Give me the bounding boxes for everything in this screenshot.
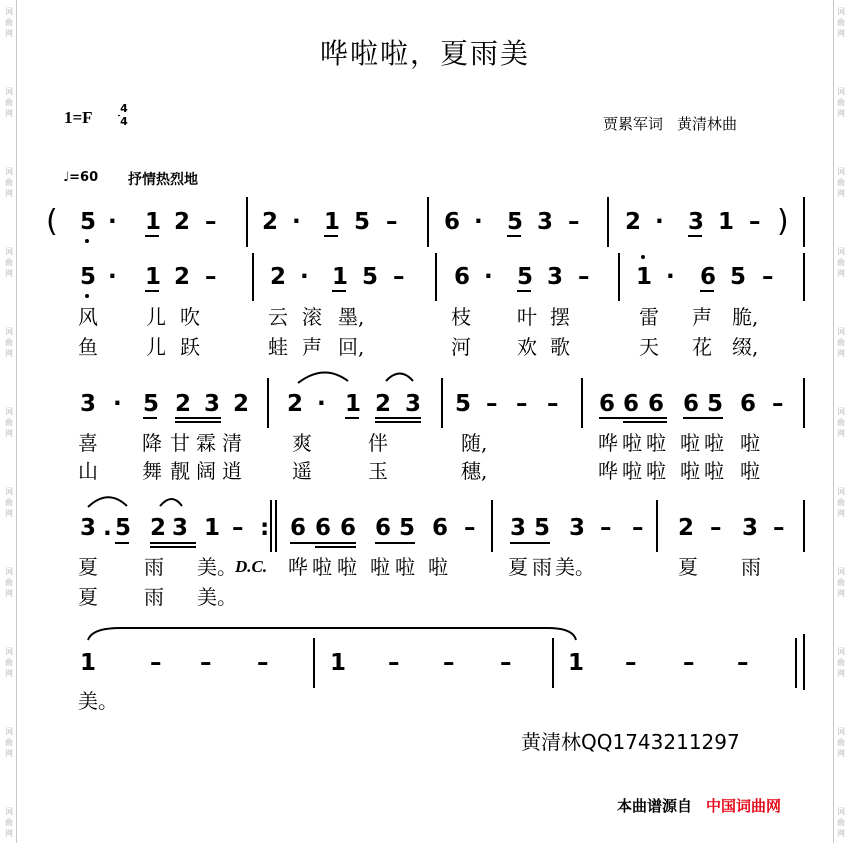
lyric-row2-v1-syllable: 枝 [451,305,471,329]
underline [115,542,129,544]
bridge-note: 3 [172,515,189,541]
slur-row4-a [88,497,127,507]
underline [683,417,723,419]
barline [803,253,805,301]
watermark-mark: 词 曲 网 [5,567,13,598]
lyric-row4-v2-syllable: 雨 [144,585,164,609]
watermark-mark: 词 曲 网 [5,727,13,758]
lyric-row2-v2-syllable: 蛙 [268,335,288,359]
lyric-row4-v2-syllable: 美。 [197,585,237,609]
barline [795,638,797,688]
chorus-note: 3 [204,391,221,417]
barline [267,378,269,428]
watermark-mark: 词 曲 网 [837,247,845,278]
lyric-row4-v1-syllable: 雨 [144,555,164,579]
underline [375,421,421,423]
octave-dot [85,239,89,243]
lyric-row2-v1-syllable: 雷 [639,305,659,329]
coda-note: – [443,650,455,676]
tempo-mark: ♩=60 [63,170,99,185]
expression-mark: 抒情热烈地 [128,172,198,188]
intro-note: · [292,209,301,235]
footer-source [617,795,781,816]
coda-note: – [737,650,749,676]
underline [290,542,356,544]
lyric-row3-v1-syllable: 爽 [292,431,312,455]
barline [270,500,272,552]
barline [656,500,658,552]
lyric-row4-v1-syllable: 雨 [741,555,761,579]
verse-note: 1 [332,264,349,290]
coda-note: – [388,650,400,676]
bridge-note: 6 [375,515,392,541]
lyric-row2-v2-syllable: 天 [639,335,659,359]
lyric-row3-v1-syllable: 啦 [740,431,760,455]
watermark-mark: 词 曲 网 [837,567,845,598]
intro-note: 5 [507,209,524,235]
lyric-row2-v1-syllable: 摆 [550,305,570,329]
lyric-row3-v2-syllable: 舞 [142,459,162,483]
slur-row3-a [298,372,348,383]
octave-dot [641,255,645,259]
intro-note: 3 [537,209,554,235]
lyric-row3-v1-syllable: 清 [222,431,242,455]
watermark-mark: 词 曲 网 [5,807,13,838]
bridge-note: 3 [80,515,97,541]
underline [332,290,346,292]
lyric-row3-v1-syllable: 喜 [78,431,98,455]
lyric-row2-v2-syllable: 欢 [517,335,537,359]
underline [324,235,338,237]
lyric-row2-v1-syllable: 儿 [146,305,166,329]
chorus-note: – [547,391,559,417]
barline [441,378,443,428]
intro-note: · [108,209,117,235]
intro-note: 6 [444,209,461,235]
coda-note: – [500,650,512,676]
lyric-row4-v2-syllable: 夏 [78,585,98,609]
brand-name: 中国词曲网 [706,797,782,815]
lyric-row4-v1-syllable: 夏 [78,555,98,579]
intro-note: 5 [354,209,371,235]
bridge-note: 5 [399,515,416,541]
chorus-note: 3 [80,391,97,417]
verse-note: 6 [700,264,717,290]
meter-line [118,115,120,116]
bridge-note: – [773,515,785,541]
time-signature [118,102,130,128]
underline [143,417,157,419]
watermark-mark: 词 曲 网 [837,807,845,838]
coda-note: – [257,650,269,676]
lyric-row4-v1-syllable: 雨 [532,555,552,579]
lyric-row3-v2-syllable: 阔 [196,459,216,483]
underline [345,417,359,419]
underline [517,290,531,292]
chorus-note: 6 [740,391,757,417]
lyric-row3-v1-syllable: 随, [461,431,488,455]
credits [603,113,751,134]
watermark-mark: 词 曲 网 [5,407,13,438]
coda-note: – [150,650,162,676]
intro-note: · [474,209,483,235]
barline [313,638,315,688]
bridge-note: 1 [204,515,221,541]
lyric-row4-v1-syllable: 夏 [678,555,698,579]
lyric-row4-v1-syllable: 啦 [370,555,390,579]
meter-bottom: 4 [120,115,128,128]
intro-note: – [568,209,580,235]
lyric-row3-v1-syllable: 降 [142,431,162,455]
barline [552,638,554,688]
coda-note: – [683,650,695,676]
dc-mark: D.C. [235,557,268,576]
song-title: 哗啦啦，夏雨美 [319,37,530,70]
lyric-row3-v1-syllable: 啦 [680,431,700,455]
coda-note: 1 [568,650,585,676]
barline [275,500,277,552]
underline [150,546,196,548]
lyric-row3-v2-syllable: 啦 [704,459,724,483]
key-signature: 1=F [64,108,93,127]
bridge-note: – [632,515,644,541]
underline [175,421,221,423]
author-contact: 黄清林QQ1743211297 [521,730,740,754]
bridge-note: 5 [115,515,132,541]
verse-note: 6 [454,264,471,290]
slur-row4-b [160,499,182,506]
watermark-mark: 词 曲 网 [837,167,845,198]
chorus-note: 5 [455,391,472,417]
lyric-row2-v1-syllable: 风 [78,305,98,329]
barline [246,197,248,247]
intro-note: 1 [145,209,162,235]
source-label: 本曲谱源自 [617,797,693,815]
chorus-note: 1 [345,391,362,417]
watermark-mark: 词 曲 网 [837,727,845,758]
bridge-note: 5 [534,515,551,541]
barline [435,253,437,301]
lyric-row3-v2-syllable: 哗 [598,459,618,483]
verse-note: · [666,264,675,290]
verse-note: · [300,264,309,290]
lyric-row2-v2-syllable: 儿 [146,335,166,359]
underline [175,417,221,419]
coda-note: 1 [80,650,97,676]
coda-note: 1 [330,650,347,676]
lyric-row2-v2-syllable: 鱼 [78,335,98,359]
barline [427,197,429,247]
intro-note: – [205,209,217,235]
bridge-note: 2 [150,515,167,541]
lyric-row4-v1-syllable: 美。 [555,555,595,579]
chorus-note: – [516,391,528,417]
lyricist: 贾累军词 [603,115,664,133]
open-parenthesis: ( [46,204,58,239]
barline [491,500,493,552]
verse-note: 5 [80,264,97,290]
watermark-mark: 词 曲 网 [837,327,845,358]
intro-note: 2 [174,209,191,235]
lyric-row2-v1-syllable: 墨, [338,305,365,329]
chorus-note: 2 [375,391,392,417]
underline [375,542,415,544]
lyric-row4-v1-syllable: 啦 [395,555,415,579]
barline [803,197,805,247]
watermark-mark: 词 曲 网 [837,487,845,518]
lyric-row3-v2-syllable: 啦 [680,459,700,483]
verse-note: 1 [145,264,162,290]
lyric-row3-v1-syllable: 甘 [170,431,190,455]
bridge-note: 6 [340,515,357,541]
chorus-note: 6 [648,391,665,417]
chorus-note: · [317,391,326,417]
bridge-note: 3 [510,515,527,541]
lyric-row4-v1-syllable: 啦 [312,555,332,579]
lyric-row3-v2-syllable: 啦 [646,459,666,483]
intro-note: 1 [324,209,341,235]
watermark-mark: 词 曲 网 [837,7,845,38]
bridge-note: 3 [742,515,759,541]
underline [150,542,196,544]
underline [700,290,714,292]
bridge-note: 6 [290,515,307,541]
chorus-note: 2 [175,391,192,417]
chorus-note: – [772,391,784,417]
lyric-row4-v1-syllable: 啦 [428,555,448,579]
slur-row5 [88,628,576,640]
chorus-note: 6 [599,391,616,417]
watermark-mark: 词 曲 网 [837,647,845,678]
watermark-mark: 词 曲 网 [5,327,13,358]
bridge-note: – [600,515,612,541]
lyric-row3-v2-syllable: 靓 [170,459,190,483]
lyric-row2-v1-syllable: 滚 [302,305,322,329]
verse-note: · [108,264,117,290]
coda-note: – [200,650,212,676]
barline [803,634,805,690]
watermark-mark: 词 曲 网 [837,87,845,118]
barline [803,378,805,428]
lyric-row3-v1-syllable: 啦 [622,431,642,455]
chorus-note: · [113,391,122,417]
underline [145,235,159,237]
chorus-note: 5 [707,391,724,417]
bridge-note: 3 [569,515,586,541]
bridge-note: 2 [678,515,695,541]
lyric-row3-v1-syllable: 伴 [368,431,388,455]
underline [599,417,667,419]
underline [145,290,159,292]
intro-note: 2 [262,209,279,235]
verse-note: 3 [547,264,564,290]
lyric-row2-v1-syllable: 云 [268,305,288,329]
barline [618,253,620,301]
lyric-row3-v2-syllable: 遥 [292,459,312,483]
verse-note: – [205,264,217,290]
intro-note: · [655,209,664,235]
bridge-note: : [260,515,270,541]
chorus-note: 2 [233,391,250,417]
bridge-note: 6 [432,515,449,541]
lyric-row3-v1-syllable: 霖 [196,431,216,455]
lyric-row2-v2-syllable: 缀, [732,335,759,359]
chorus-note: 3 [405,391,422,417]
lyric-row4-v1-syllable: 哗 [288,555,308,579]
lyric-row3-v1-syllable: 啦 [646,431,666,455]
verse-note: – [762,264,774,290]
lyric-row4-v1-syllable: 啦 [337,555,357,579]
watermark-mark: 词 曲 网 [5,647,13,678]
lyric-row3-v2-syllable: 穗, [461,459,488,483]
chorus-note: 5 [143,391,160,417]
lyric-row2-v2-syllable: 花 [692,335,712,359]
lyric-row2-v2-syllable: 歌 [550,335,570,359]
lyric-row5-v1-syllable: 美。 [78,689,118,713]
lyric-row2-v2-syllable: 河 [451,335,471,359]
barline [581,378,583,428]
intro-note: 2 [625,209,642,235]
lyric-row2-v2-syllable: 声 [302,335,322,359]
lyric-row3-v1-syllable: 啦 [704,431,724,455]
octave-dot [85,294,89,298]
lyric-row3-v2-syllable: 啦 [740,459,760,483]
lyric-row2-v1-syllable: 叶 [517,305,537,329]
verse-note: – [578,264,590,290]
composer: 黄清林曲 [677,115,738,133]
intro-note: – [749,209,761,235]
underline [375,417,421,419]
verse-note: 2 [270,264,287,290]
lyric-row3-v1-syllable: 哗 [598,431,618,455]
lyric-row4-v1-syllable: 夏 [508,555,528,579]
intro-note: 5 [80,209,97,235]
verse-note: 5 [517,264,534,290]
lyric-row2-v1-syllable: 吹 [180,305,200,329]
slur-row3-b [386,374,413,382]
intro-note: – [386,209,398,235]
chorus-note: 6 [683,391,700,417]
watermark-mark: 词 曲 网 [837,407,845,438]
watermark-mark: 词 曲 网 [5,87,13,118]
chorus-note: 6 [623,391,640,417]
verse-note: 1 [636,264,653,290]
underline [623,421,667,423]
intro-note: 3 [688,209,705,235]
bridge-note: – [464,515,476,541]
verse-note: · [484,264,493,290]
lyric-row2-v1-syllable: 声 [692,305,712,329]
lyric-row2-v2-syllable: 回, [338,335,365,359]
lyric-row2-v1-syllable: 脆, [732,305,759,329]
watermark-mark: 词 曲 网 [5,247,13,278]
verse-note: 5 [730,264,747,290]
lyric-row3-v2-syllable: 山 [78,459,98,483]
bridge-note: – [710,515,722,541]
lyric-row4-v1-syllable: 美。 [197,555,237,579]
underline [688,235,702,237]
underline [507,235,521,237]
underline [510,542,550,544]
intro-note: 1 [718,209,735,235]
bridge-note: . [103,515,112,541]
verse-note: – [393,264,405,290]
bridge-note: – [232,515,244,541]
barline [803,500,805,552]
lyric-row3-v2-syllable: 逍 [222,459,242,483]
lyric-row3-v2-syllable: 啦 [622,459,642,483]
barline [607,197,609,247]
underline [315,546,356,548]
coda-note: – [625,650,637,676]
close-parenthesis: ) [777,204,789,239]
chorus-note: – [486,391,498,417]
lyric-row2-v2-syllable: 跃 [180,335,200,359]
meter-top: 4 [120,102,128,115]
verse-note: 2 [174,264,191,290]
verse-note: 5 [362,264,379,290]
watermark-mark: 词 曲 网 [5,7,13,38]
watermark-mark: 词 曲 网 [5,487,13,518]
watermark-mark: 词 曲 网 [5,167,13,198]
lyric-row3-v2-syllable: 玉 [368,459,388,483]
bridge-note: 6 [315,515,332,541]
barline [252,253,254,301]
chorus-note: 2 [287,391,304,417]
